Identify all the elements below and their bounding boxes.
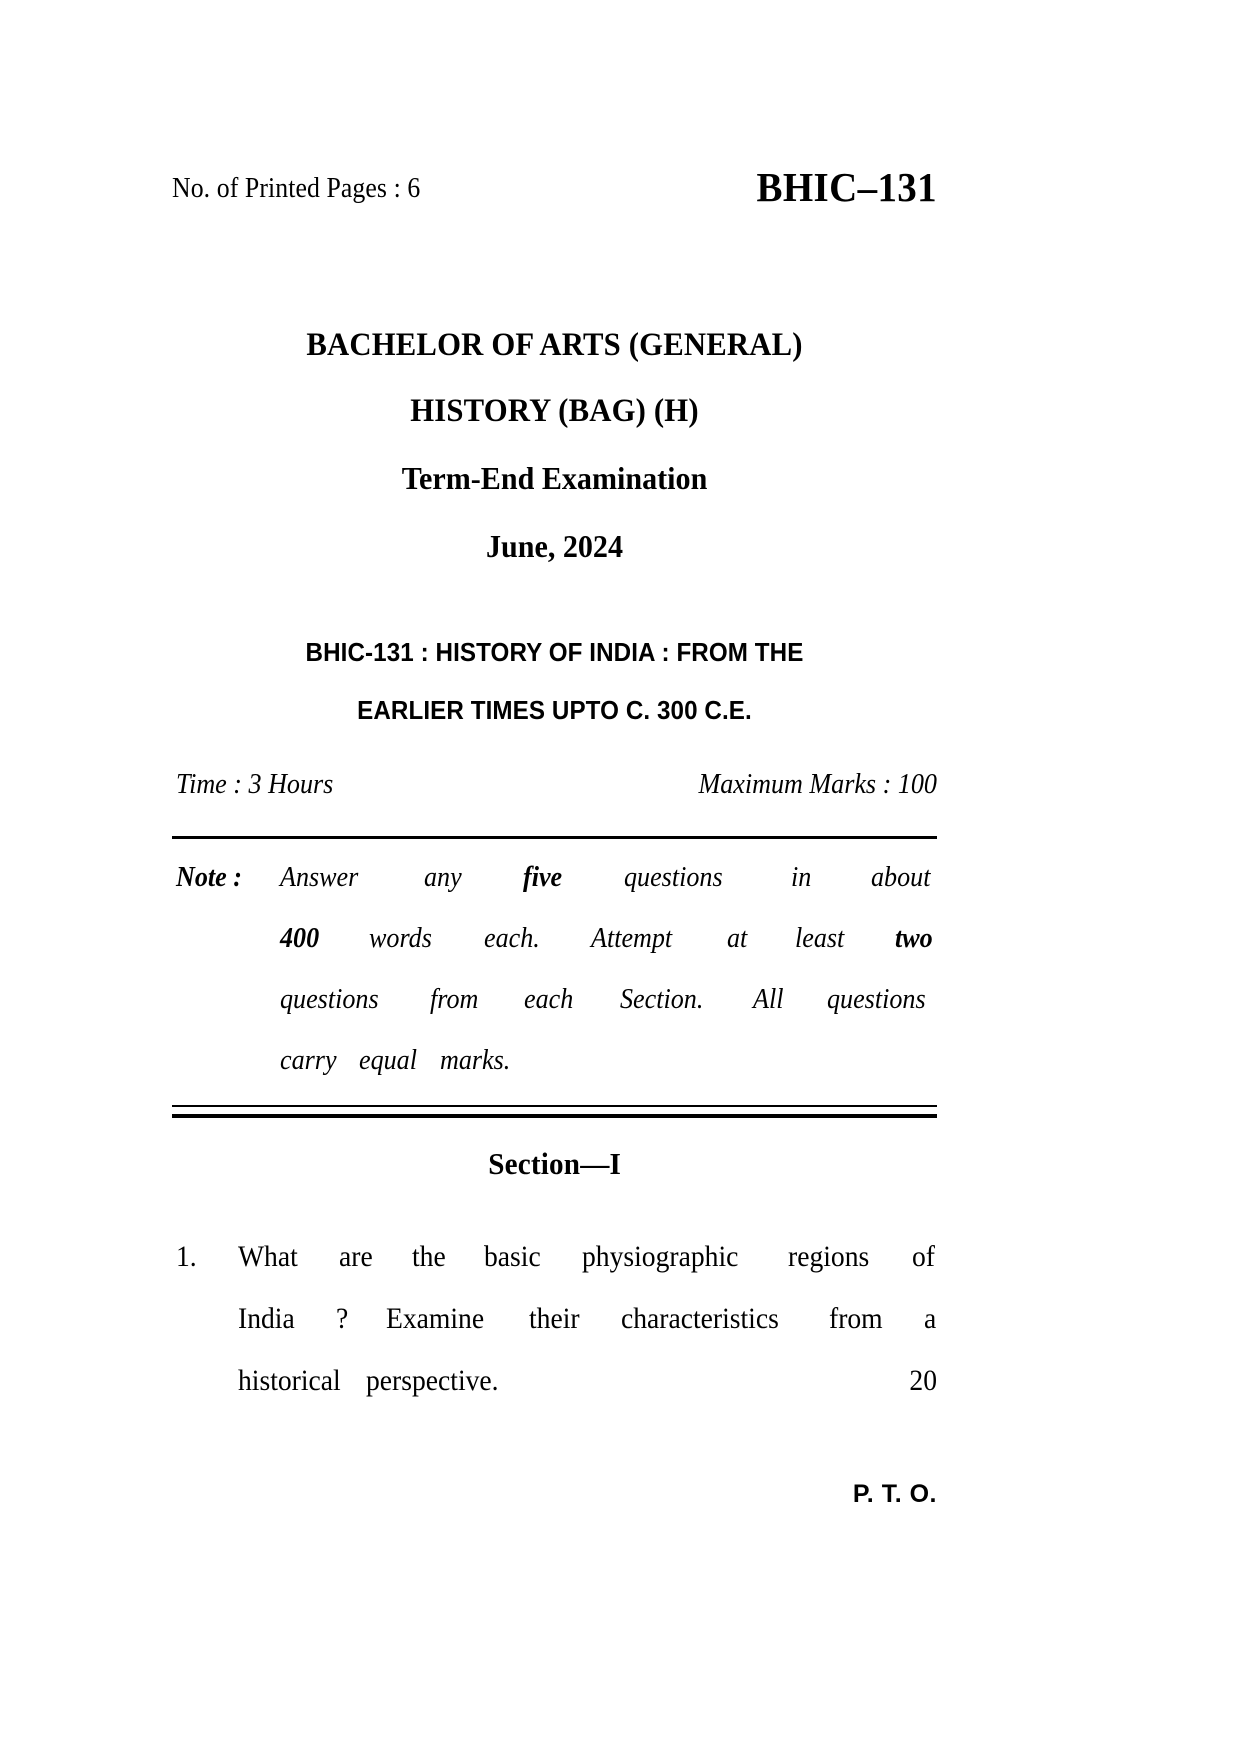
please-turn-over-label: P. T. O. bbox=[852, 1480, 937, 1508]
note-word: carry bbox=[280, 1044, 337, 1076]
question-word: regions bbox=[787, 1240, 869, 1273]
note-word-emphasis: two bbox=[895, 922, 933, 954]
note-word: in bbox=[791, 861, 812, 893]
instructions-note bbox=[176, 861, 937, 1105]
question-word: a bbox=[923, 1302, 936, 1335]
question-word: Examine bbox=[386, 1302, 485, 1335]
exam-title-block bbox=[172, 312, 937, 580]
question-word: characteristics bbox=[620, 1302, 779, 1335]
note-word: All bbox=[752, 983, 784, 1015]
question-marks: 20 bbox=[909, 1364, 937, 1397]
question-word: India bbox=[238, 1302, 295, 1335]
course-title-line-2: EARLIER TIMES UPTO C. 300 C.E. bbox=[357, 695, 752, 725]
note-word: Attempt bbox=[591, 922, 673, 954]
note-word: from bbox=[430, 983, 479, 1015]
exam-date: June, 2024 bbox=[485, 528, 624, 564]
note-word: Answer bbox=[280, 861, 359, 893]
question-word: ? bbox=[336, 1302, 349, 1335]
note-word-emphasis: 400 bbox=[280, 922, 320, 954]
page-header bbox=[172, 163, 937, 225]
question-list bbox=[176, 1240, 937, 1426]
note-line-1-words bbox=[280, 861, 937, 894]
question-word: of bbox=[912, 1240, 935, 1273]
question-line-1 bbox=[238, 1240, 937, 1274]
question-line-2 bbox=[238, 1302, 937, 1336]
note-word: each. bbox=[484, 922, 540, 954]
note-word: equal bbox=[359, 1044, 418, 1076]
program-title: HISTORY (BAG) (H) bbox=[410, 393, 699, 429]
exam-meta-row bbox=[172, 768, 937, 814]
note-line-1 bbox=[176, 861, 937, 922]
note-word-emphasis: five bbox=[523, 861, 563, 893]
question-word: physiographic bbox=[581, 1240, 739, 1273]
note-line-3 bbox=[280, 983, 937, 1044]
course-title-line-1: BHIC-131 : HISTORY OF INDIA : FROM THE bbox=[305, 637, 804, 667]
note-word: questions bbox=[624, 861, 723, 893]
note-word: about bbox=[870, 861, 931, 893]
note-word: questions bbox=[280, 983, 379, 1015]
note-line-4 bbox=[280, 1044, 937, 1105]
note-word: at bbox=[726, 922, 748, 954]
note-line-2 bbox=[280, 922, 937, 983]
section-heading bbox=[172, 1146, 937, 1182]
note-word: each bbox=[524, 983, 574, 1015]
divider-above-note bbox=[172, 836, 937, 839]
exam-type-title: Term-End Examination bbox=[401, 460, 708, 496]
divider-below-note bbox=[172, 1105, 937, 1118]
page-content-area bbox=[172, 0, 937, 1754]
section-heading-label: Section—I bbox=[488, 1146, 621, 1181]
note-word: any bbox=[424, 861, 462, 893]
question-line bbox=[176, 1240, 937, 1302]
question-word: are bbox=[338, 1240, 373, 1273]
note-label: Note : bbox=[176, 861, 242, 893]
question-word: their bbox=[529, 1302, 580, 1335]
degree-title: BACHELOR OF ARTS (GENERAL) bbox=[306, 327, 803, 363]
note-word: questions bbox=[827, 983, 926, 1015]
note-word: least bbox=[794, 922, 845, 954]
question-line bbox=[176, 1302, 937, 1364]
note-word: words bbox=[368, 922, 432, 954]
note-word: Section. bbox=[619, 983, 704, 1015]
paper-code: BHIC–131 bbox=[756, 164, 937, 210]
question-number: 1. bbox=[176, 1240, 197, 1273]
question-word: historical bbox=[238, 1364, 341, 1397]
maximum-marks: Maximum Marks : 100 bbox=[698, 768, 937, 800]
course-title-block bbox=[172, 623, 937, 739]
time-allowed: Time : 3 Hours bbox=[176, 768, 334, 800]
question-word: from bbox=[828, 1302, 883, 1335]
printed-pages-label: No. of Printed Pages : 6 bbox=[172, 173, 421, 204]
question-line-3 bbox=[238, 1364, 937, 1398]
question-line bbox=[176, 1364, 937, 1426]
note-word: marks. bbox=[440, 1044, 511, 1076]
question-word: perspective. bbox=[366, 1364, 499, 1397]
question-word: the bbox=[411, 1240, 446, 1273]
question-word: What bbox=[238, 1240, 298, 1273]
question-word: basic bbox=[484, 1240, 541, 1273]
